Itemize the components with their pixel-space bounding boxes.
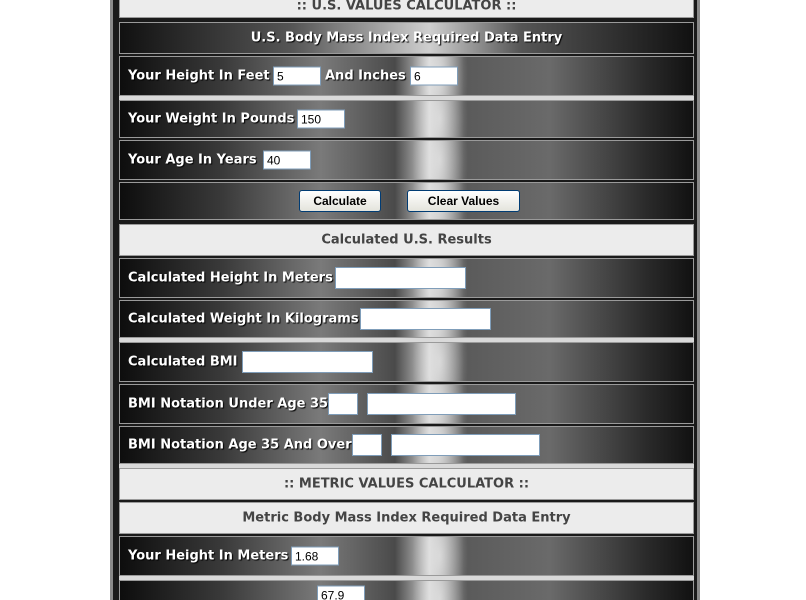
us-entry-title-row (119, 22, 694, 54)
metric-calculator-header (119, 468, 694, 500)
height-feet-label: Your Height In Feet (128, 68, 270, 84)
height-feet-input[interactable] (273, 67, 321, 86)
us-buttons-row (119, 182, 694, 220)
calc-weight-row (119, 300, 694, 338)
under35-label: BMI Notation Under Age 35 (128, 396, 329, 412)
metric-height-row (119, 536, 694, 576)
metric-height-label: Your Height In Meters (128, 548, 289, 564)
calc-height-label: Calculated Height In Meters (128, 270, 333, 286)
calc-weight-label: Calculated Weight In Kilograms (128, 311, 359, 327)
under35-row (119, 384, 694, 424)
age-label: Your Age In Years (128, 152, 257, 168)
us-calculator-title: :: U.S. VALUES CALCULATOR :: (296, 0, 517, 14)
calculate-button[interactable]: Calculate (299, 190, 381, 212)
metric-weight-input[interactable] (317, 586, 365, 600)
metric-calculator-title: :: METRIC VALUES CALCULATOR :: (283, 476, 530, 492)
age-input[interactable] (263, 151, 311, 170)
weight-label: Your Weight In Pounds (128, 111, 295, 127)
us-results-title-row (119, 224, 694, 256)
calc-weight-output[interactable] (360, 308, 491, 330)
under35-code-output[interactable] (328, 393, 358, 415)
calc-bmi-output[interactable] (242, 351, 373, 373)
calc-bmi-row (119, 342, 694, 382)
us-calculator-header (119, 0, 694, 18)
metric-height-input[interactable] (291, 547, 339, 566)
us-age-row (119, 140, 694, 180)
inches-label: And Inches (325, 68, 406, 84)
clear-values-button[interactable]: Clear Values (407, 190, 520, 212)
us-height-row (119, 56, 694, 96)
calc-height-row (119, 258, 694, 298)
us-entry-title: U.S. Body Mass Index Required Data Entry (250, 30, 563, 46)
metric-entry-title-row (119, 502, 694, 534)
height-inches-input[interactable] (410, 67, 458, 86)
over35-notation-output[interactable] (391, 434, 540, 456)
us-results-title: Calculated U.S. Results (321, 232, 492, 248)
under35-notation-output[interactable] (367, 393, 516, 415)
metric-weight-row (119, 580, 694, 600)
over35-row (119, 426, 694, 464)
calculator-panel (110, 0, 700, 600)
calc-bmi-label: Calculated BMI (128, 354, 238, 370)
over35-code-output[interactable] (352, 434, 382, 456)
calc-height-output[interactable] (335, 267, 466, 289)
over35-label: BMI Notation Age 35 And Over (128, 437, 352, 453)
us-weight-row (119, 100, 694, 138)
metric-entry-title: Metric Body Mass Index Required Data Entry (242, 510, 571, 526)
weight-input[interactable] (297, 110, 345, 129)
